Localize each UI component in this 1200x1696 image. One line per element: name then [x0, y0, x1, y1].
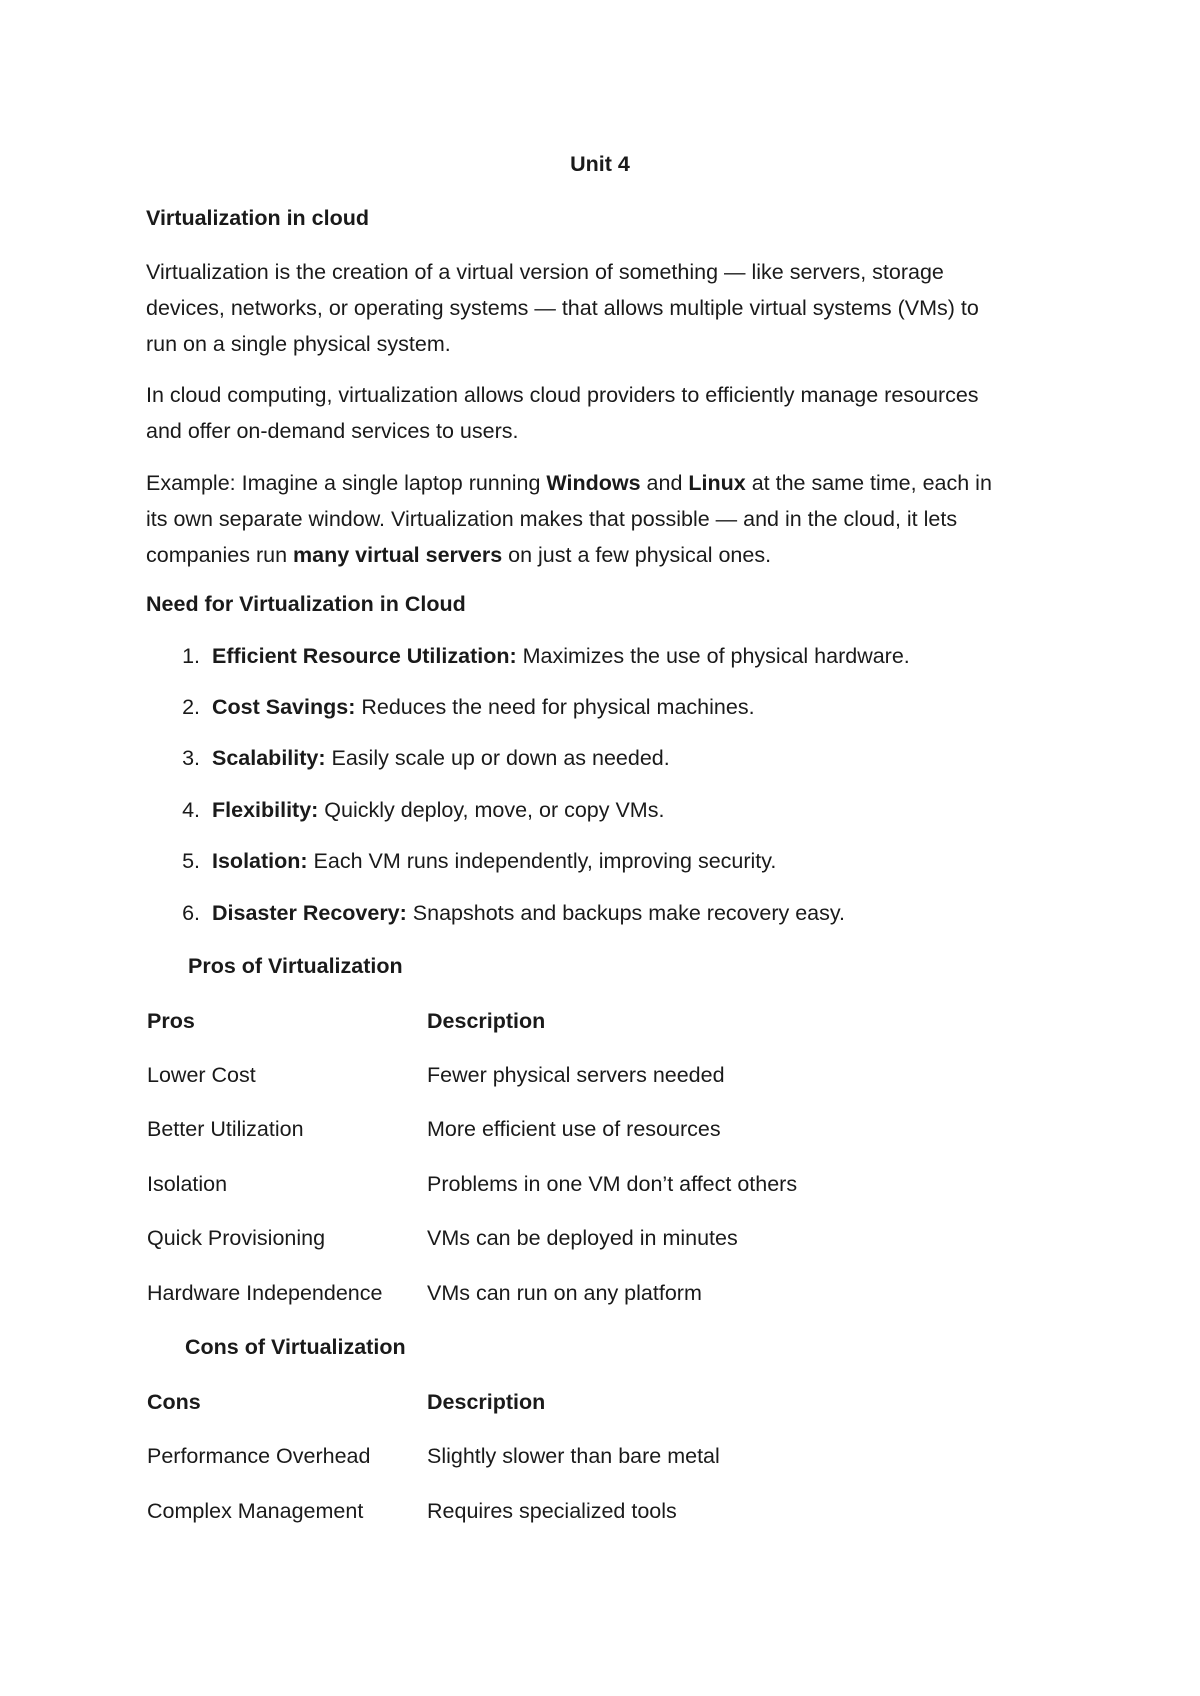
list-term: Cost Savings: — [212, 695, 356, 719]
unit-title: Unit 4 — [570, 152, 630, 176]
table-header-cell: Description — [427, 1390, 546, 1414]
table-cell: More efficient use of resources — [427, 1117, 721, 1141]
table-cell: Problems in one VM don’t affect others — [427, 1172, 798, 1196]
list-desc: Easily scale up or down as needed. — [325, 746, 670, 770]
list-item — [146, 746, 670, 771]
paragraph-example — [146, 465, 1076, 573]
emphasis-servers: many virtual servers — [293, 543, 503, 567]
emphasis-windows: Windows — [546, 471, 641, 495]
table-cell: Slightly slower than bare metal — [427, 1444, 720, 1468]
list-item — [146, 849, 776, 874]
table-cell: Complex Management — [147, 1499, 364, 1523]
table-cell: Requires specialized tools — [427, 1499, 677, 1523]
paragraph-line: its own separate window. Virtualization makes that possible — and in the cloud, it lets — [146, 507, 958, 531]
paragraph-line — [146, 465, 1076, 501]
list-number: 1. — [182, 644, 200, 668]
text-run: and — [640, 471, 689, 495]
paragraph-line: In cloud computing, virtualization allows cloud providers to efficiently manage resources — [146, 383, 979, 407]
section-title: Virtualization in cloud — [146, 206, 369, 230]
list-term: Efficient Resource Utilization: — [212, 644, 517, 668]
list-item — [146, 901, 845, 926]
list-number: 2. — [182, 695, 200, 719]
emphasis-linux: Linux — [688, 471, 746, 495]
list-term: Flexibility: — [212, 798, 319, 822]
paragraph-line: Virtualization is the creation of a virtual version of something — like servers, storage — [146, 260, 944, 284]
paragraph-cloud — [146, 377, 1076, 449]
need-heading: Need for Virtualization in Cloud — [146, 592, 466, 616]
table-cell: Performance Overhead — [147, 1444, 371, 1468]
list-desc: Each VM runs independently, improving security. — [307, 849, 777, 873]
text-run: Example: Imagine a single laptop running — [146, 471, 547, 495]
list-item — [146, 798, 664, 823]
paragraph-intro — [146, 254, 1076, 362]
table-cell: VMs can run on any platform — [427, 1281, 702, 1305]
table-cell: Better Utilization — [147, 1117, 304, 1141]
list-term: Scalability: — [212, 746, 326, 770]
paragraph-line: run on a single physical system. — [146, 332, 451, 356]
list-number: 4. — [182, 798, 200, 822]
table-cell: Lower Cost — [147, 1063, 256, 1087]
text-run: companies run — [146, 543, 293, 567]
list-desc: Maximizes the use of physical hardware. — [516, 644, 910, 668]
list-term: Disaster Recovery: — [212, 901, 407, 925]
list-number: 5. — [182, 849, 200, 873]
list-desc: Quickly deploy, move, or copy VMs. — [318, 798, 665, 822]
list-number: 3. — [182, 746, 200, 770]
text-run: on just a few physical ones. — [502, 543, 772, 567]
paragraph-line: and offer on-demand services to users. — [146, 419, 519, 443]
pros-heading: Pros of Virtualization — [188, 954, 403, 978]
text-run: at the same time, each in — [745, 471, 992, 495]
paragraph-line — [146, 537, 1076, 573]
table-header-cell: Pros — [147, 1009, 195, 1033]
table-header-cell: Cons — [147, 1390, 201, 1414]
cons-heading: Cons of Virtualization — [185, 1335, 406, 1359]
list-term: Isolation: — [212, 849, 308, 873]
list-item — [146, 644, 910, 669]
paragraph-line: devices, networks, or operating systems — that allows multiple virtual systems (VMs) to — [146, 296, 979, 320]
list-desc: Snapshots and backups make recovery easy. — [406, 901, 846, 925]
table-header-cell: Description — [427, 1009, 546, 1033]
list-item — [146, 695, 755, 720]
list-desc: Reduces the need for physical machines. — [355, 695, 755, 719]
table-cell: Hardware Independence — [147, 1281, 383, 1305]
table-cell: Fewer physical servers needed — [427, 1063, 725, 1087]
table-cell: VMs can be deployed in minutes — [427, 1226, 738, 1250]
list-number: 6. — [182, 901, 200, 925]
table-cell: Isolation — [147, 1172, 228, 1196]
table-cell: Quick Provisioning — [147, 1226, 326, 1250]
